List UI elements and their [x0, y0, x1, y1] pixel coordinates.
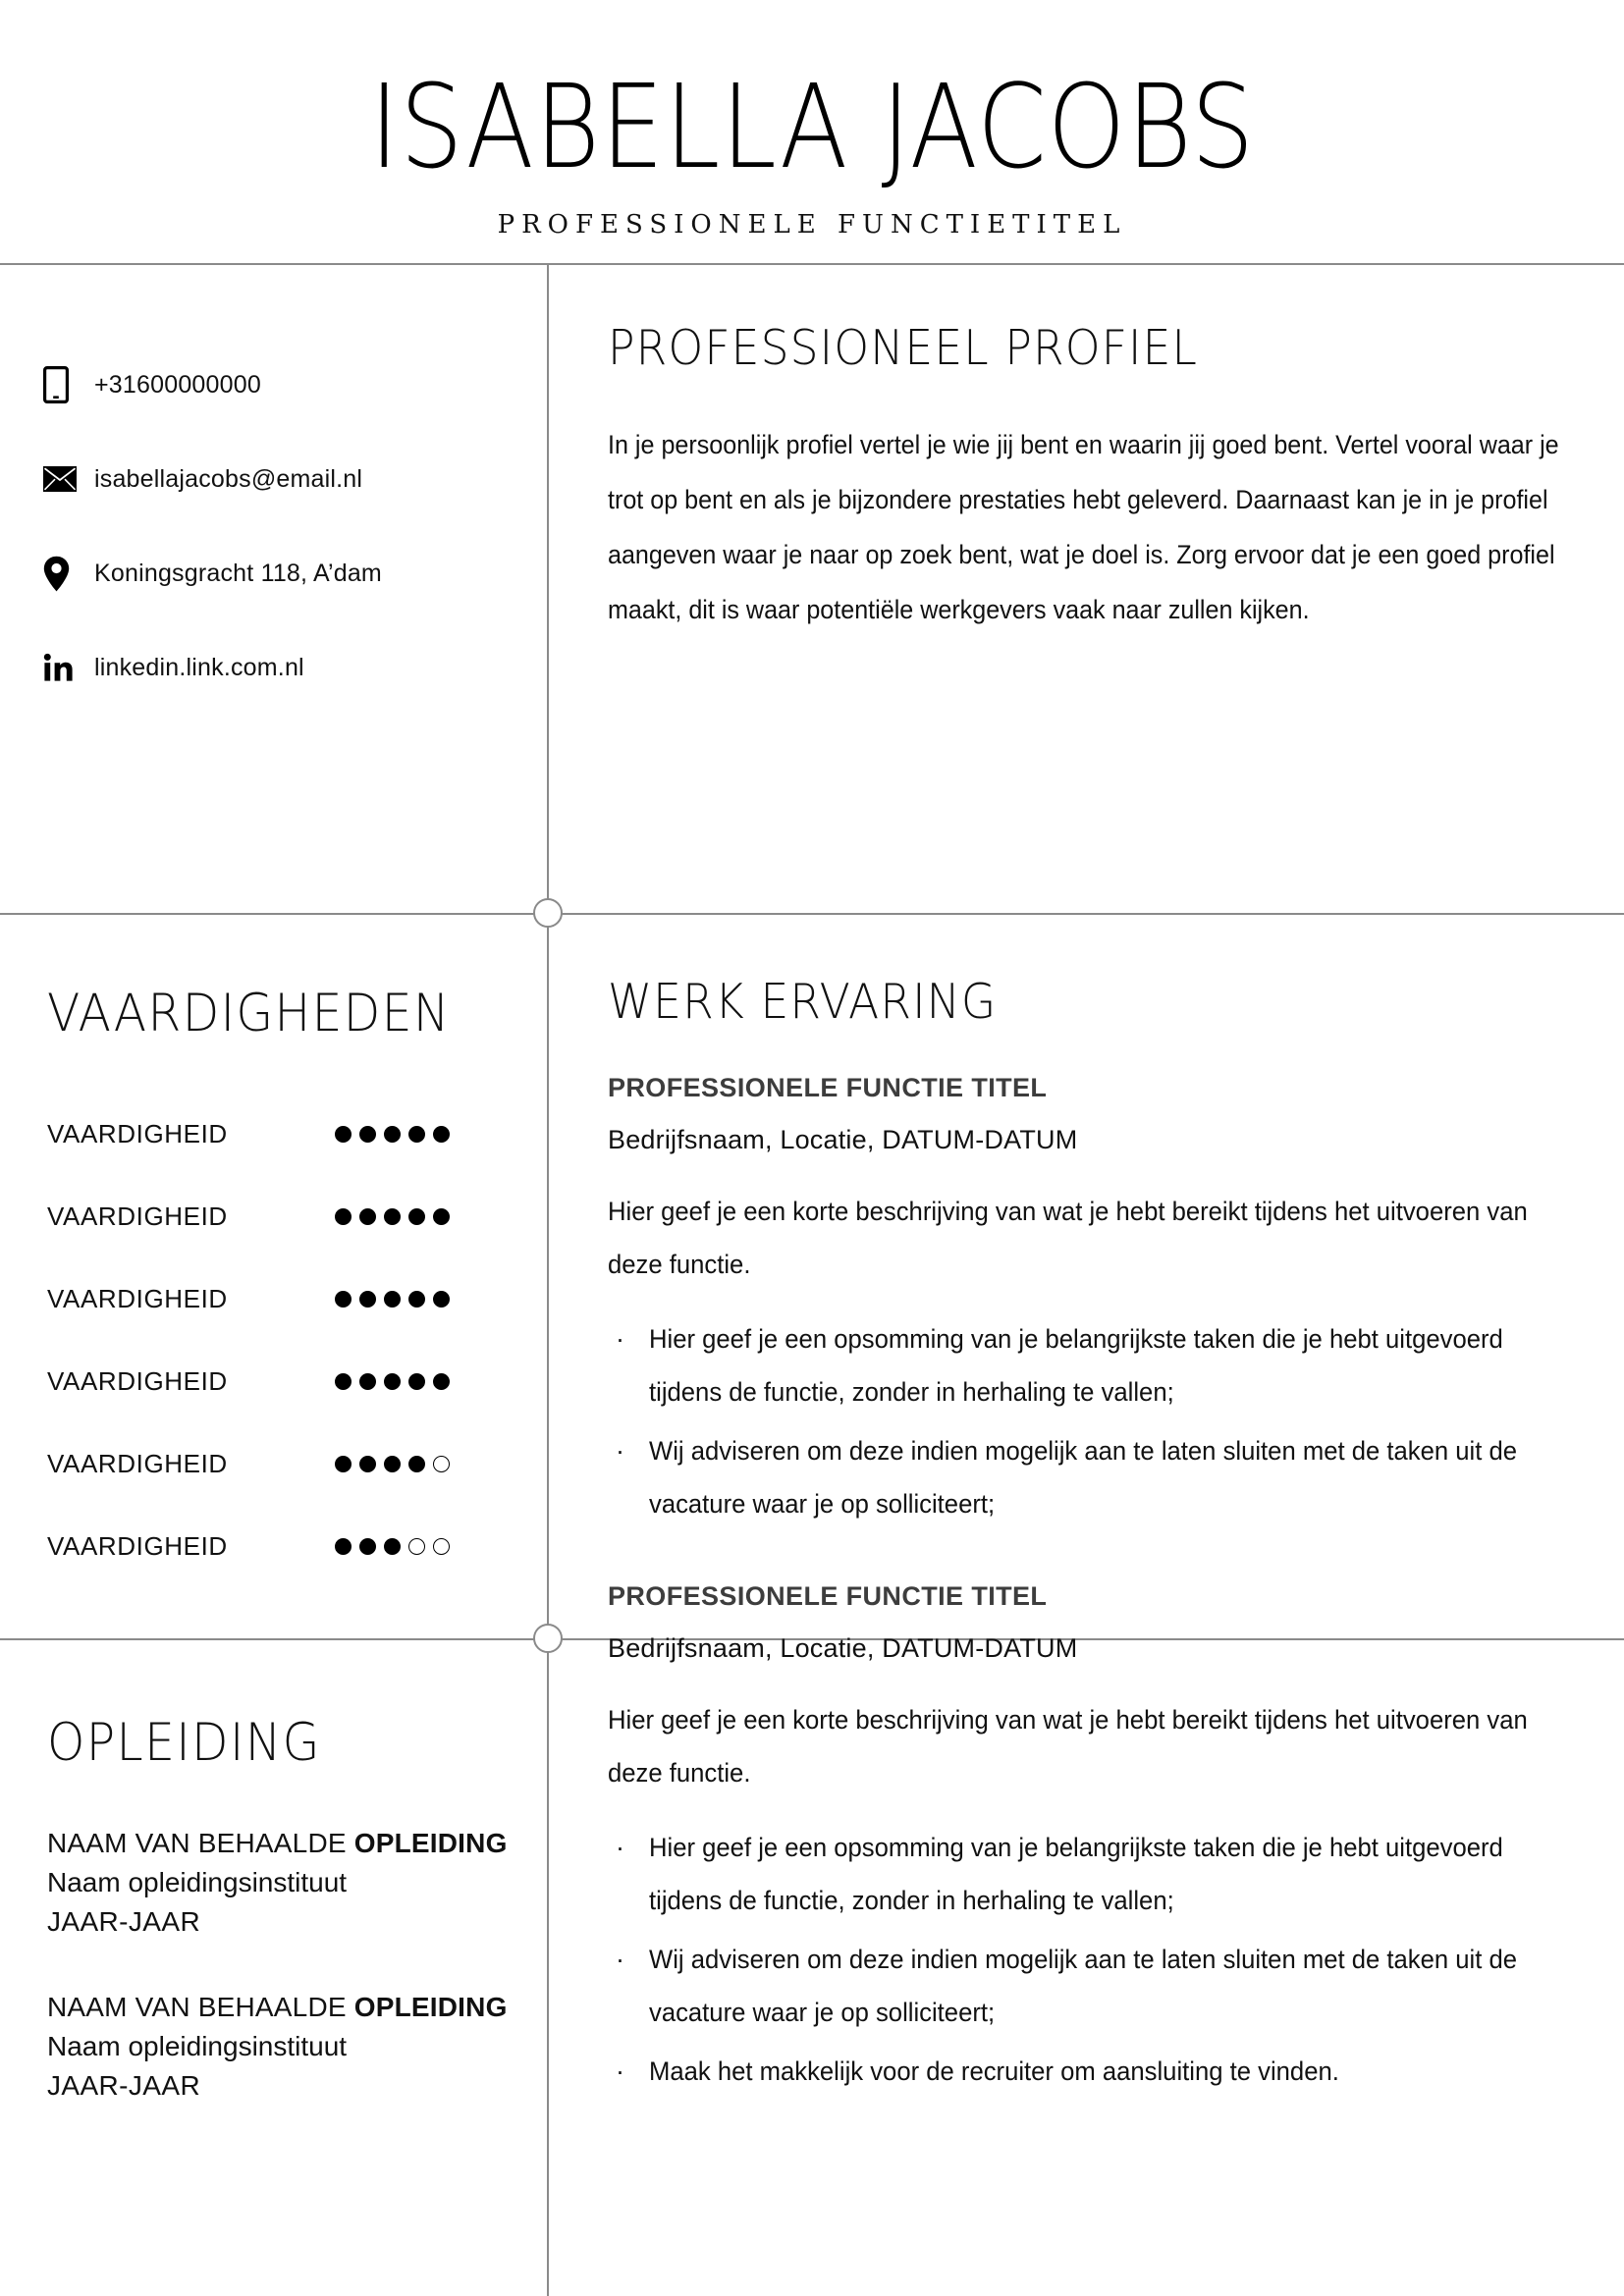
contact-phone-text: +31600000000 [94, 370, 261, 399]
job-description: Hier geef je een korte beschrijving van wat je hebt bereikt tijdens het uitvoeren van deze functie. [608, 1197, 1528, 1279]
rating-dot-filled [359, 1208, 376, 1225]
work-experience-item [608, 1073, 1570, 1530]
work-experience-list [608, 1073, 1570, 2098]
bullet-text: Hier geef je een opsomming van je belangrijkste taken die je hebt uitgevoerd tijdens de functie, zonder in herhaling te vallen; [649, 1324, 1503, 1407]
header-job-title: PROFESSIONELE FUNCTIETITEL [497, 210, 1127, 240]
education-years: JAAR-JAAR [47, 1905, 201, 1937]
rating-dot-empty [433, 1538, 450, 1555]
contact-item-linkedin[interactable] [43, 620, 547, 715]
education-heading: OPLEIDING [47, 1713, 321, 1773]
skill-row [47, 1505, 460, 1587]
rating-dot-filled [384, 1456, 401, 1472]
bullet-text: Wij adviseren om deze indien mogelijk aan te laten sluiten met de taken uit de vacature waar je op solliciteert; [649, 1945, 1518, 2027]
skill-label: VAARDIGHEID [47, 1283, 228, 1313]
education-degree-prefix: NAAM VAN BEHAALDE [47, 1828, 347, 1858]
skill-rating-dots [335, 1208, 460, 1225]
bullet-text: Hier geef je een opsomming van je belangrijkste taken die je hebt uitgevoerd tijdens de functie, zonder in herhaling te vallen; [649, 1833, 1503, 1915]
contact-item-email[interactable] [43, 432, 547, 526]
bullet-marker-icon: · [616, 1436, 624, 1466]
skill-label: VAARDIGHEID [47, 1365, 228, 1396]
work-experience-heading: WERK ERVARING [608, 974, 998, 1030]
rating-dot-filled [359, 1291, 376, 1308]
education-degree [47, 1988, 547, 2027]
rating-dot-filled [408, 1373, 425, 1390]
skill-rating-dots [335, 1373, 460, 1390]
rating-dot-filled [359, 1456, 376, 1472]
contact-linkedin-text: linkedin.link.com.nl [94, 653, 304, 681]
education-school: Naam opleidingsinstituut [47, 2031, 348, 2061]
mobile-phone-icon [43, 366, 94, 403]
contact-email-text: isabellajacobs@email.nl [94, 464, 363, 493]
education-degree-highlight: OPLEIDING [353, 1992, 508, 2023]
rating-dot-filled [384, 1126, 401, 1143]
job-description: Hier geef je een korte beschrijving van wat je hebt bereikt tijdens het uitvoeren van deze functie. [608, 1705, 1528, 1788]
rating-dot-filled [384, 1538, 401, 1555]
job-bullet-list [608, 1821, 1570, 2098]
profile-section [549, 263, 1624, 638]
page-title: ISABELLA JACOBS [369, 59, 1255, 194]
education-list [47, 1824, 547, 2106]
contact-item-phone[interactable] [43, 338, 547, 432]
rating-dot-filled [384, 1291, 401, 1308]
education-item [47, 1824, 547, 1941]
contact-item-address[interactable] [43, 526, 547, 620]
rating-dot-filled [335, 1373, 352, 1390]
skill-rating-dots [335, 1538, 460, 1555]
skill-label: VAARDIGHEID [47, 1448, 228, 1478]
skill-rating-dots [335, 1126, 460, 1143]
rating-dot-filled [335, 1126, 352, 1143]
job-bullet-item [608, 1933, 1570, 2039]
rating-dot-filled [335, 1456, 352, 1472]
rating-dot-filled [359, 1538, 376, 1555]
education-degree-prefix: NAAM VAN BEHAALDE [47, 1992, 347, 2023]
bullet-marker-icon: · [616, 2056, 624, 2086]
skill-row [47, 1257, 460, 1340]
work-experience-section [549, 913, 1624, 2149]
rating-dot-filled [433, 1208, 450, 1225]
rating-dot-empty [433, 1456, 450, 1472]
rating-dot-filled [408, 1456, 425, 1472]
bullet-marker-icon: · [616, 1945, 624, 1974]
skill-rating-dots [335, 1291, 460, 1308]
rating-dot-filled [408, 1291, 425, 1308]
rating-dot-filled [408, 1208, 425, 1225]
rating-dot-filled [384, 1208, 401, 1225]
bullet-text: Maak het makkelijk voor de recruiter om aansluiting te vinden. [649, 2056, 1339, 2086]
bullet-text: Wij adviseren om deze indien mogelijk aan te laten sluiten met de taken uit de vacature waar je op solliciteert; [649, 1436, 1518, 1519]
rating-dot-filled [335, 1208, 352, 1225]
linkedin-icon [43, 653, 94, 682]
rating-dot-filled [384, 1373, 401, 1390]
skill-row [47, 1093, 460, 1175]
bullet-marker-icon: · [616, 1324, 624, 1354]
rating-dot-filled [335, 1291, 352, 1308]
job-bullet-item [608, 2045, 1570, 2098]
rating-dot-filled [433, 1126, 450, 1143]
contact-section [0, 263, 547, 715]
education-school: Naam opleidingsinstituut [47, 1866, 348, 1897]
rating-dot-filled [433, 1291, 450, 1308]
map-pin-icon [43, 556, 94, 592]
rating-dot-filled [359, 1126, 376, 1143]
bullet-marker-icon: · [616, 1833, 624, 1862]
skills-section [0, 913, 547, 1587]
skill-rating-dots [335, 1456, 460, 1472]
job-company-location-dates: Bedrijfsnaam, Locatie, DATUM-DATUM [608, 1633, 1078, 1663]
education-years: JAAR-JAAR [47, 2069, 201, 2101]
job-role-title: PROFESSIONELE FUNCTIE TITEL [608, 1581, 1048, 1611]
skill-row [47, 1175, 460, 1257]
skill-row [47, 1422, 460, 1505]
envelope-icon [43, 466, 94, 492]
rating-dot-empty [408, 1538, 425, 1555]
education-degree [47, 1824, 547, 1863]
skill-label: VAARDIGHEID [47, 1118, 228, 1148]
rating-dot-filled [408, 1126, 425, 1143]
skills-heading: VAARDIGHEDEN [47, 984, 451, 1043]
profile-body-text: In je persoonlijk profiel vertel je wie jij bent en waarin jij goed bent. Vertel vooral waar je trot op bent en als je bijzondere prestaties hebt geleverd. Daarnaast kan je in je profiel aangeven waar je naar op zoek bent, wat je doel is. Zorg ervoor dat je een goed profiel maakt, dit is waar potentiële werkgevers vaak naar zullen kijken. [608, 430, 1559, 625]
job-role-title: PROFESSIONELE FUNCTIE TITEL [608, 1073, 1048, 1102]
skill-label: VAARDIGHEID [47, 1201, 228, 1231]
education-degree-highlight: OPLEIDING [353, 1828, 508, 1858]
profile-heading: PROFESSIONEEL PROFIEL [608, 320, 1199, 376]
job-bullet-item [608, 1821, 1570, 1927]
rating-dot-filled [335, 1538, 352, 1555]
job-bullet-item [608, 1424, 1570, 1530]
skills-list [47, 1093, 547, 1587]
education-section [0, 1638, 547, 2153]
job-company-location-dates: Bedrijfsnaam, Locatie, DATUM-DATUM [608, 1125, 1078, 1154]
work-experience-item [608, 1581, 1570, 2098]
rating-dot-filled [433, 1373, 450, 1390]
rating-dot-filled [359, 1373, 376, 1390]
contact-address-text: Koningsgracht 118, A’dam [94, 559, 382, 587]
skill-label: VAARDIGHEID [47, 1530, 228, 1561]
job-bullet-item [608, 1312, 1570, 1418]
skill-row [47, 1340, 460, 1422]
cv-header [0, 0, 1624, 263]
education-item [47, 1988, 547, 2105]
job-bullet-list [608, 1312, 1570, 1530]
